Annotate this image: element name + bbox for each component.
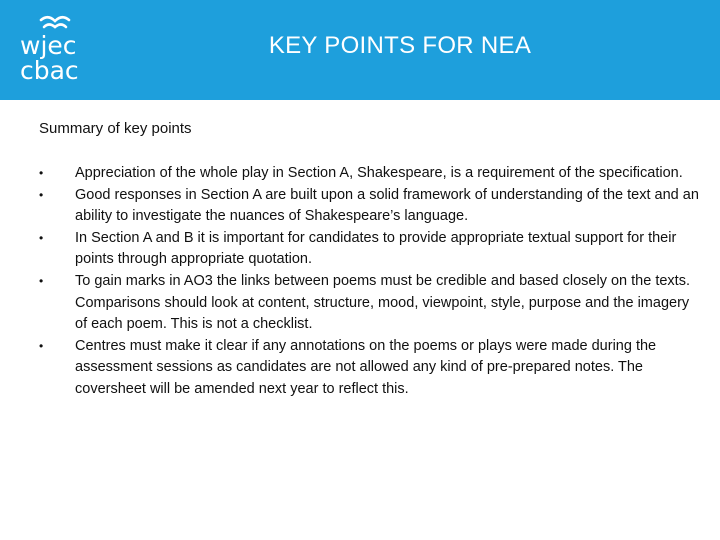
bullet-text: Centres must make it clear if any annotations on the poems or plays were made during the assessment sessions as candidates are not allowed any kind of pre-prepared notes. The coversheet will be amended next year to reflect this. xyxy=(75,337,657,397)
list-item xyxy=(39,185,704,228)
bullet-text: In Section A and B it is important for candidates to provide appropriate textual support for their points through appropriate quotation. xyxy=(75,229,677,268)
slide-title: KEY POINTS FOR NEA xyxy=(268,32,532,59)
wjec-cbac-logo xyxy=(20,12,90,88)
bullet-icon: • xyxy=(39,230,44,245)
key-points-list xyxy=(39,163,704,401)
bullet-icon: • xyxy=(39,338,44,353)
header-banner xyxy=(0,0,720,100)
logo-text-wjec: wjec xyxy=(20,31,77,60)
summary-heading: Summary of key points xyxy=(39,120,192,137)
bullet-icon: • xyxy=(39,273,44,288)
list-item xyxy=(39,271,704,336)
bullet-text: Appreciation of the whole play in Section A, Shakespeare, is a requirement of the specification. xyxy=(75,165,683,181)
bullet-text: To gain marks in AO3 the links between poems must be credible and based closely on the texts. Comparisons should look at content, structure, mood, viewpoint, style, purpose and the imagery of each poem. This is not a checklist. xyxy=(75,272,690,333)
bullet-icon: • xyxy=(39,166,44,180)
list-item xyxy=(39,336,704,401)
list-item xyxy=(39,228,704,271)
list-item xyxy=(39,163,704,185)
bullet-text: Good responses in Section A are built upon a solid framework of understanding of the text and an ability to investigate the nuances of Shakespeare’s language. xyxy=(75,186,699,225)
logo-text-cbac: cbac xyxy=(20,56,79,85)
bullet-icon: • xyxy=(39,187,44,202)
